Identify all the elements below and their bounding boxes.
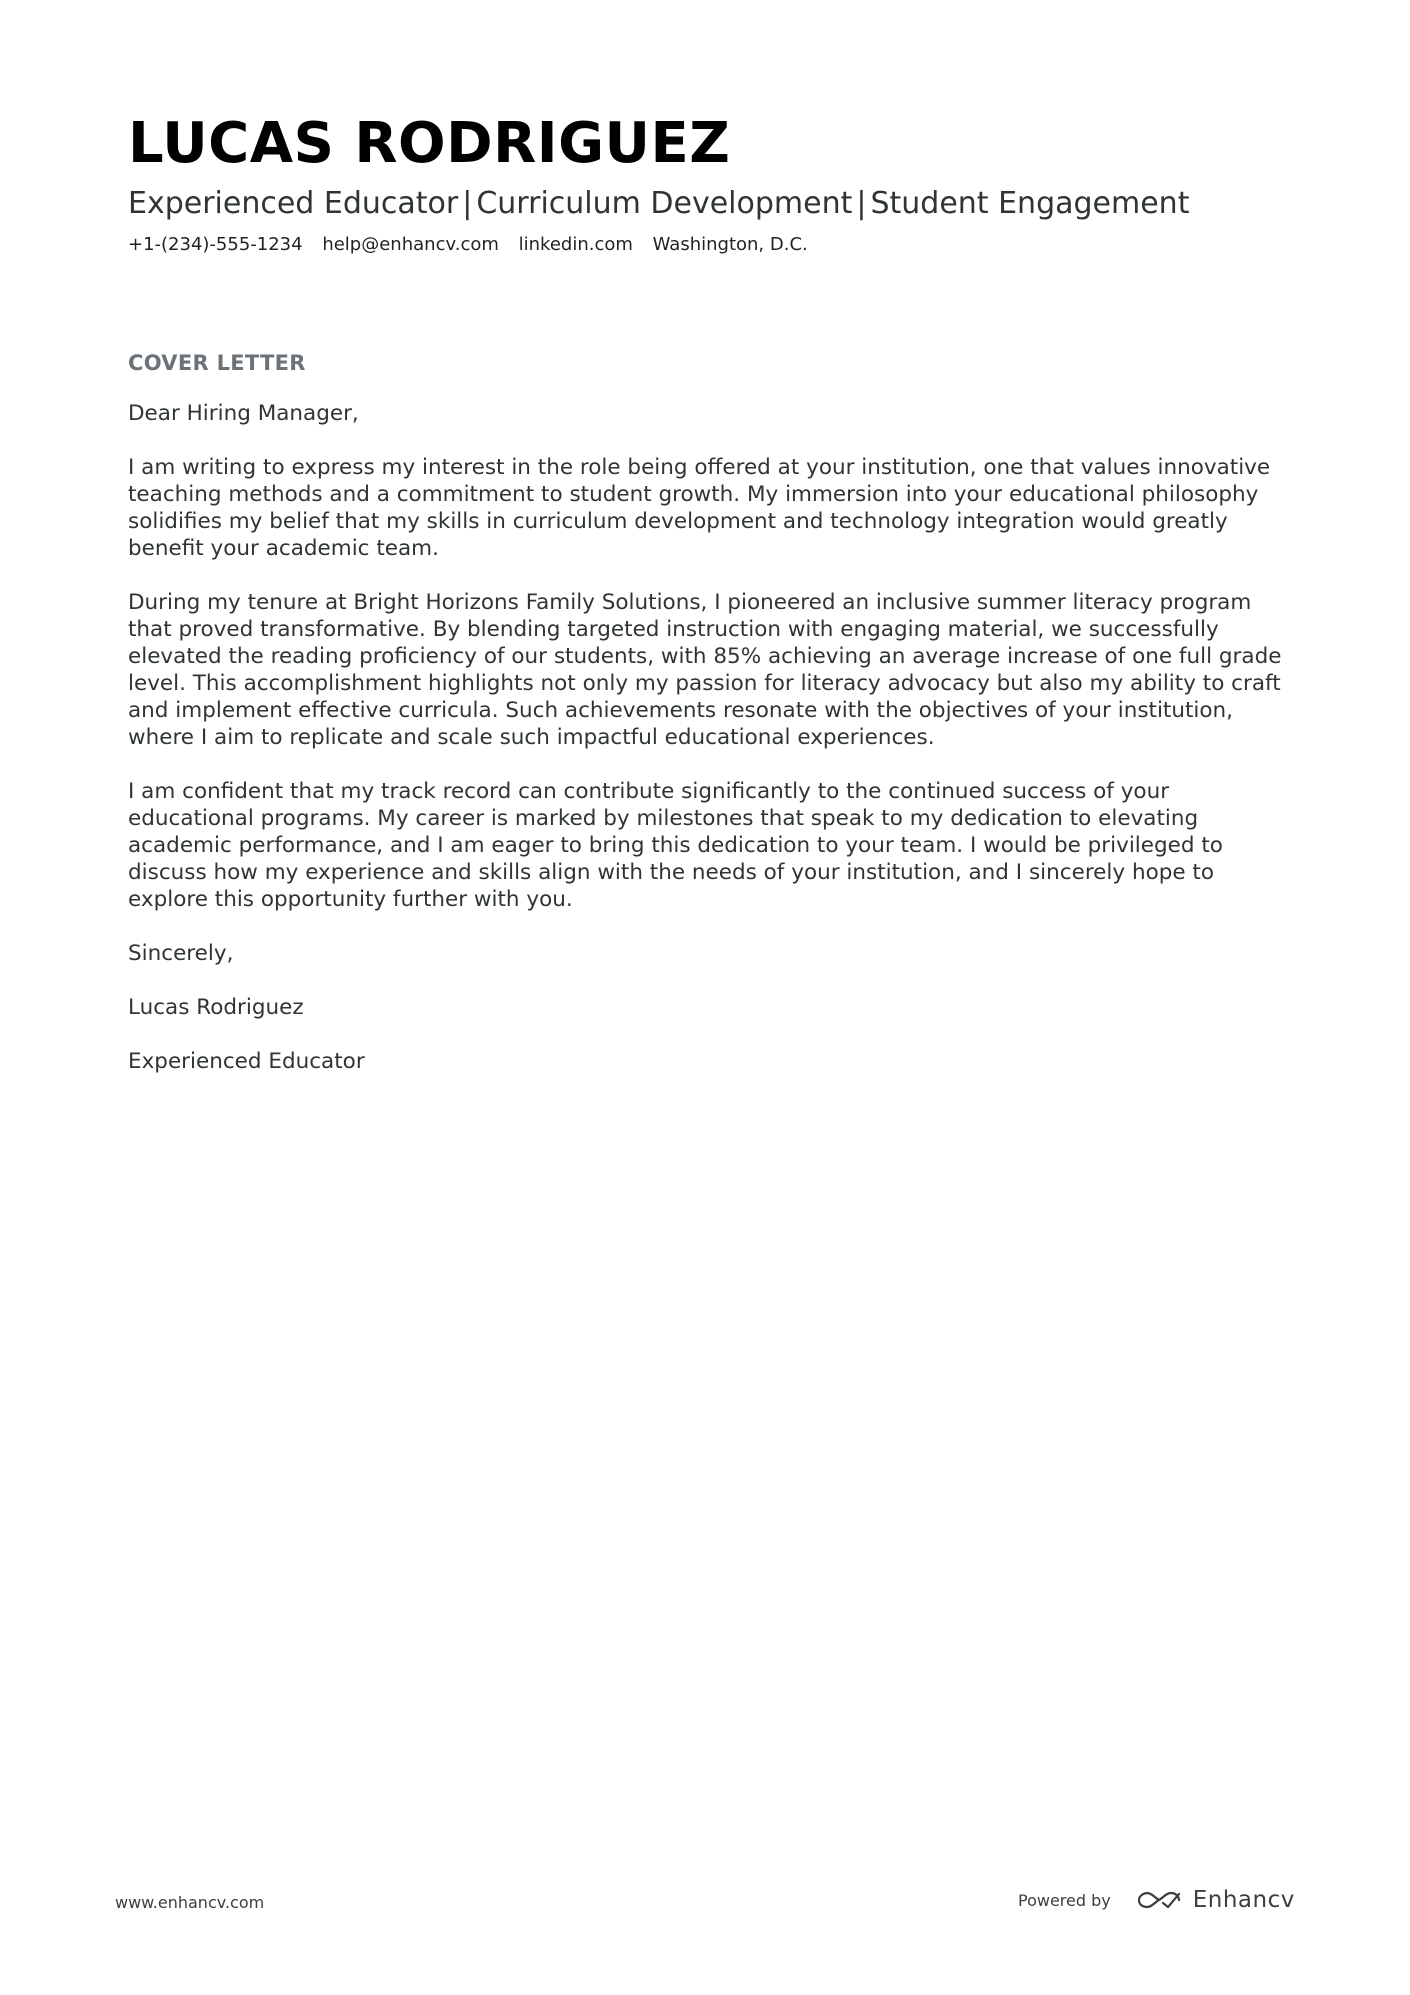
cover-letter-page	[128, 110, 1288, 1075]
headline-separator: |	[856, 186, 867, 221]
signature-name: Lucas Rodriguez	[128, 995, 304, 1020]
letter-closing: Sincerely,	[128, 941, 234, 966]
letter-paragraph: I am writing to express my interest in the role being offered at your institution, one that values innovative teaching methods and a commitment to student growth. My immersion into your educational philosophy solidifies my belief that my skills in curriculum development and technology integration would greatly benefit your academic team.	[128, 455, 1271, 561]
headline-part-1: Experienced Educator	[128, 186, 459, 221]
contact-email[interactable]: help@enhancv.com	[322, 234, 499, 255]
letter-paragraph: During my tenure at Bright Horizons Family Solutions, I pioneered an inclusive summer literacy program that proved transformative. By blending targeted instruction with engaging material, we successfully elevated the reading proficiency of our students, with 85% achieving an average increase of one full grade level. This accomplishment highlights not only my passion for literacy advocacy but also my ability to craft and implement effective curricula. Such achievements resonate with the objectives of your institution, where I aim to replicate and scale such impactful educational experiences.	[128, 590, 1282, 750]
letter-greeting: Dear Hiring Manager,	[128, 401, 359, 426]
headline-separator: |	[462, 186, 473, 221]
enhancv-logo-icon	[1137, 1889, 1181, 1911]
section-heading: COVER LETTER	[128, 351, 306, 375]
footer-branding[interactable]	[1018, 1887, 1295, 1913]
powered-by-label: Powered by	[1018, 1890, 1111, 1910]
candidate-headline	[128, 184, 1288, 224]
contact-location: Washington, D.C.	[652, 234, 808, 255]
brand-name: Enhancv	[1192, 1887, 1295, 1913]
footer-website-link[interactable]: www.enhancv.com	[115, 1893, 265, 1912]
letter-body	[128, 400, 1288, 1075]
contact-phone: +1-(234)-555-1234	[128, 234, 303, 255]
headline-part-3: Student Engagement	[870, 186, 1190, 221]
contact-linkedin[interactable]: linkedin.com	[518, 234, 633, 255]
candidate-name: LUCAS RODRIGUEZ	[128, 111, 731, 176]
letter-paragraph: I am confident that my track record can contribute significantly to the continued success of your educational programs. My career is marked by milestones that speak to my dedication to elevating academic performance, and I am eager to bring this dedication to your team. I would be privileged to discuss how my experience and skills align with the needs of your institution, and I sincerely hope to explore this opportunity further with you.	[128, 779, 1223, 912]
contact-info	[128, 232, 1288, 258]
headline-part-2: Curriculum Development	[476, 186, 853, 221]
signature-title: Experienced Educator	[128, 1049, 365, 1074]
